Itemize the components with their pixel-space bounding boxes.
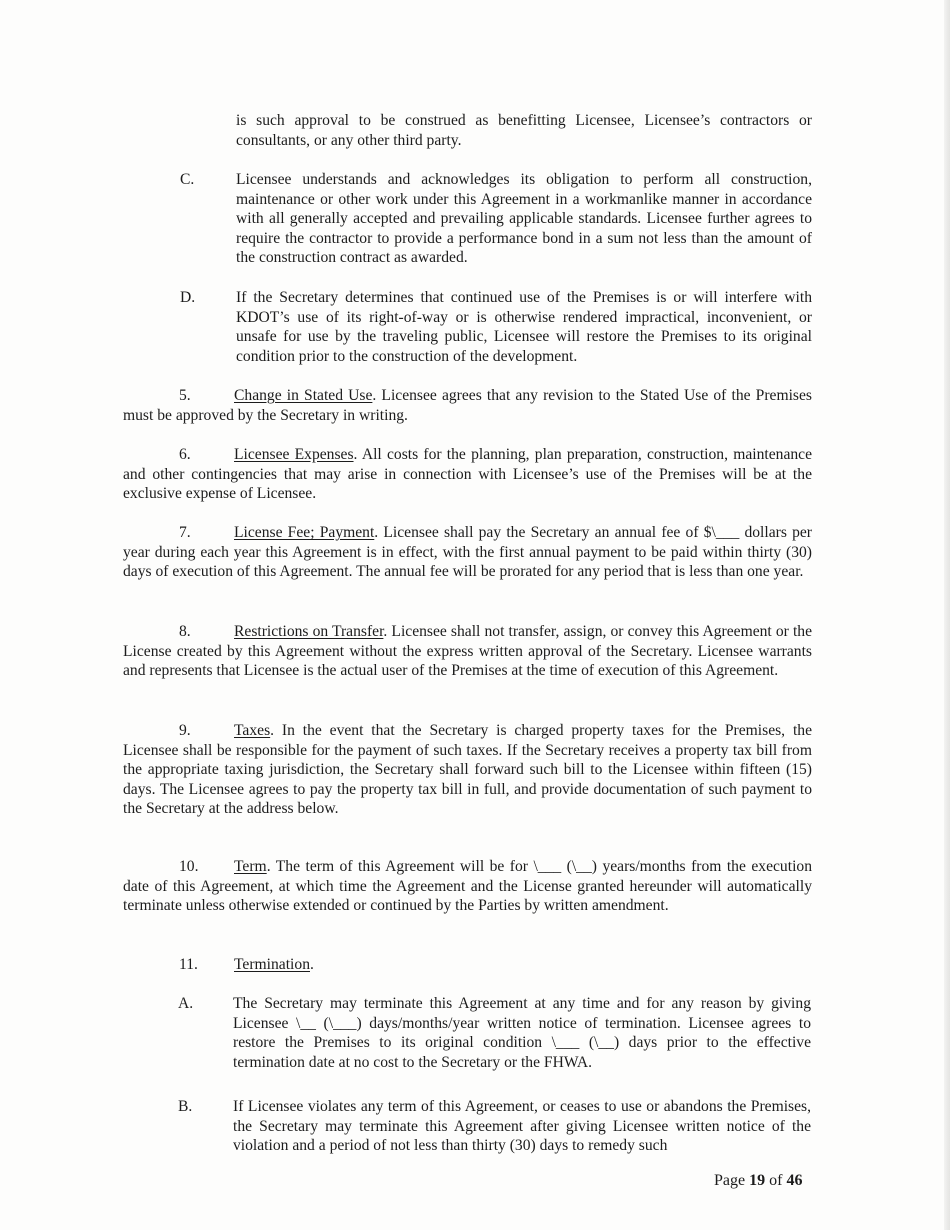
section-9-heading: Taxes <box>234 722 271 739</box>
section-10-heading: Term <box>234 858 267 875</box>
section-6-text: . All costs for the planning, plan preparation, construction, maintenance and other contingencies that may arise in connection with Licensee’s use of the Premises will be at the exclusive expense of Licensee. <box>123 446 813 502</box>
section-8-text: . Licensee shall not transfer, assign, or convey this Agreement or the License created by this Agreement without the express written approval of the Secretary. Licensee warrants and represents that Licensee is the actual user of the Premises at the time of execution of this Agreement. <box>123 623 812 679</box>
section-5 <box>123 386 812 425</box>
item-b-text: If Licensee violates any term of this Agreement, or ceases to use or abandons the Premises, the Secretary may terminate this Agreement after giving Licensee written notice of the violation and a period of not less than thirty (30) days to remedy such <box>233 1098 811 1154</box>
page-edge-shadow <box>944 0 950 1230</box>
section-7-heading: License Fee; Payment <box>234 524 375 541</box>
item-c-text: Licensee understands and acknowledges its obligation to perform all construction, maintenance or other work under this Agreement in a workmanlike manner in accordance with all generally accepted and prevailing applicable standards. Licensee further agrees to require the contractor to provide a performance bond in a sum not less than the amount of the construction contract as awarded. <box>236 171 812 266</box>
section-6 <box>123 445 812 504</box>
section-10 <box>123 857 812 916</box>
section-6-heading: Licensee Expenses <box>234 446 354 463</box>
page-current: 19 <box>749 1172 766 1189</box>
section-5-heading: Change in Stated Use <box>234 387 373 404</box>
item-d-text: If the Secretary determines that continued use of the Premises is or will interfere with KDOT’s use of its right-of-way or is otherwise rendered impractical, inconvenient, or unsafe for use by the traveling public, Licensee will restore the Premises to its original condition prior to the construction of the development. <box>236 289 812 365</box>
item-c-letter: C. <box>180 171 195 188</box>
page-prefix: Page <box>714 1172 746 1189</box>
page-of: of <box>769 1172 783 1189</box>
section-9-text: . In the event that the Secretary is charged property taxes for the Premises, the Licensee shall be responsible for the payment of such taxes. If the Secretary receives a property tax bill from the appropriate taxing jurisdiction, the Secretary shall forward such bill to the Licensee within fifteen (15) days. The Licensee agrees to pay the property tax bill in full, and provide documentation of such payment to the Secretary at the address below. <box>123 722 812 817</box>
section-9-number: 9. <box>179 722 191 739</box>
page-total: 46 <box>786 1172 803 1189</box>
item-b-letter: B. <box>178 1098 193 1115</box>
section-8 <box>123 622 812 681</box>
section-7-text: . Licensee shall pay the Secretary an annual fee of $\___ dollars per year during each year this Agreement is in effect, with the first annual payment to be paid within thirty (30) days of execution of this Agreement. The annual fee will be prorated for any period that is less than one year. <box>123 524 812 580</box>
section-10-number: 10. <box>179 858 199 875</box>
section-8-number: 8. <box>179 623 191 640</box>
section-9 <box>123 721 812 819</box>
continuation-paragraph: is such approval to be construed as benefitting Licensee, Licensee’s contractors or consultants, or any other third party. <box>236 112 812 149</box>
section-11-heading: Termination <box>234 956 310 973</box>
section-6-number: 6. <box>179 446 191 463</box>
section-11-number: 11. <box>179 956 198 973</box>
item-a-letter: A. <box>178 995 194 1012</box>
section-5-text: . Licensee agrees that any revision to the Stated Use of the Premises must be approved by the Secretary in writing. <box>123 387 812 424</box>
section-11-text: . <box>310 956 314 973</box>
section-11 <box>123 955 812 975</box>
item-d-letter: D. <box>180 289 196 306</box>
section-5-number: 5. <box>179 387 191 404</box>
page-number <box>714 1171 802 1191</box>
section-10-text: . The term of this Agreement will be for \___ (\__) years/months from the execution date of this Agreement, at which time the Agreement and the License granted hereunder will automatically terminate unless otherwise extended or continued by the Parties by written amendment. <box>123 858 812 914</box>
section-7 <box>123 523 812 582</box>
section-7-number: 7. <box>179 524 191 541</box>
section-8-heading: Restrictions on Transfer <box>234 623 384 640</box>
item-a-text: The Secretary may terminate this Agreement at any time and for any reason by giving Licensee \__ (\___) days/months/year written notice of termination. Licensee agrees to restore the Premises to its original condition \___ (\__) days prior to the effective termination date at no cost to the Secretary or the FHWA. <box>233 995 811 1071</box>
